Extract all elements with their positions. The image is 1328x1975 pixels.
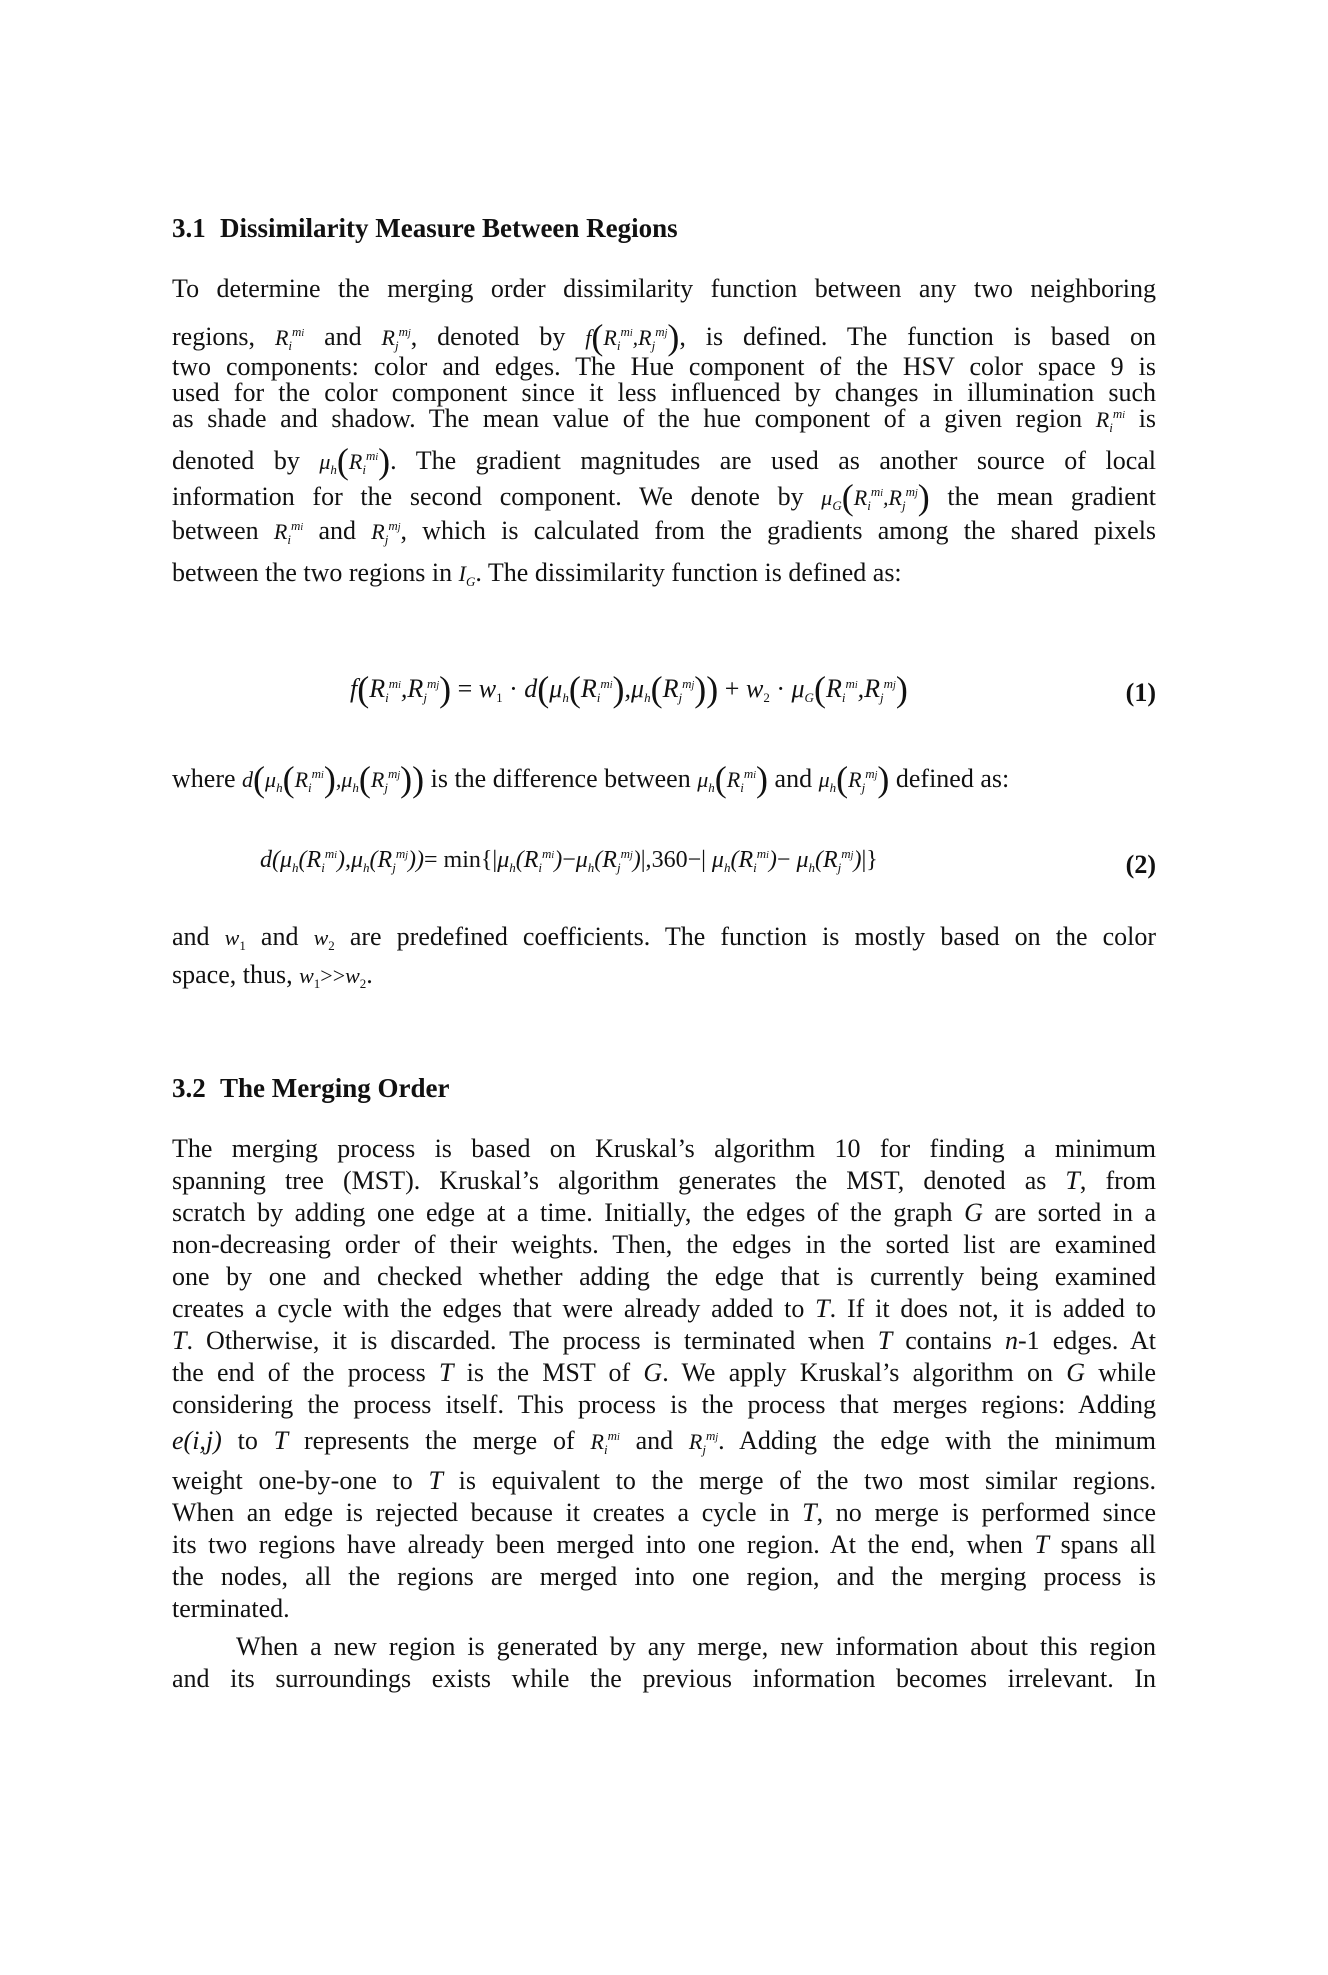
text-line [172, 1326, 1156, 1358]
text-run: denoted by [172, 446, 300, 475]
text-line: two components: color and edges. The Hue component of the HSV color space 9 is [172, 352, 1156, 381]
text-line [172, 1498, 1156, 1530]
difference-symbol: $d(\mu_h(R_i^{mi}),\mu_h(R_j^{mj}))$ [242, 759, 425, 799]
region-symbol: $R_j^{mj}$ [371, 518, 401, 547]
math-symbol: T [438, 1358, 454, 1387]
text-run: as shade and shadow. The mean value of the hue component of a given region [172, 404, 1083, 433]
text-run: . The dissimilarity function is defined as: [475, 558, 902, 587]
constant-360: 360 [651, 847, 688, 873]
text-run: , is defined. The function is based on [679, 322, 1157, 351]
text-run: . Otherwise, it is discarded. The process is terminated when [186, 1326, 865, 1355]
text-run: the mean gradient [947, 482, 1157, 511]
text-run: and [774, 764, 813, 793]
text-run: regions, [172, 322, 256, 351]
math-symbol: T [428, 1466, 443, 1495]
section-title: The Merging Order [220, 1073, 450, 1103]
text-line [172, 404, 1156, 436]
math-symbol: T [1065, 1166, 1080, 1195]
equation-2-body: $d(\mu_h(R_i^{mi}),\mu_h(R_j^{mj}))= \min\{|\mu_h(R_i^{mi})-\mu_h(R_j^{mj})|,360-|$ $\mu_h(R_i^{mi})- \mu_h(R_j^{mj})|$} [260, 846, 878, 875]
text-line [172, 476, 1157, 517]
paragraph-new-region [172, 1632, 1156, 1696]
section-heading-3-2 [172, 1072, 1156, 1104]
text-run: between [172, 516, 259, 545]
text-line [172, 1358, 1156, 1390]
section-title: Dissimilarity Measure Between Regions [220, 213, 678, 243]
text-run: creates a cycle with the edges that were already added to [172, 1294, 805, 1323]
text-line: The merging process is based on Kruskal’s algorithm 10 for finding a minimum [172, 1134, 1156, 1163]
text-run: spans all [1060, 1530, 1157, 1559]
inequality-expression: $w_1>>w_2$ [299, 963, 367, 991]
text-line [172, 440, 1156, 481]
where-line [172, 758, 1156, 799]
region-symbol: $R_i^{mi}$ [590, 1428, 620, 1457]
section-number: 3.1 [172, 213, 206, 243]
text-run: are predefined coefficients. The function is mostly based on the color [349, 922, 1157, 951]
text-run: . If it does not, it is added to [829, 1294, 1156, 1323]
region-symbol: $R_i^{mi}$ [1095, 406, 1126, 435]
text-run: , no merge is performed since [816, 1498, 1156, 1527]
text-line [172, 922, 1156, 954]
text-line: one by one and checked whether adding the edge that is currently being examined [172, 1262, 1156, 1291]
text-run: and [324, 322, 362, 351]
text-run: is the MST of [466, 1358, 631, 1387]
region-symbol: $R_j^{mj}$ [381, 324, 411, 353]
text-run: and [172, 922, 210, 951]
text-run: to [237, 1426, 258, 1455]
hue-mean-symbol: $\mu_h(R_i^{mi})$ [319, 441, 391, 481]
math-symbol: T [1034, 1530, 1049, 1559]
text-run: is the difference between [430, 764, 691, 793]
math-symbol: G [1066, 1358, 1085, 1387]
hue-mean-symbol: $\mu_h(R_j^{mj})$ [818, 759, 890, 799]
gradient-mean-symbol: $\mu_G(R_i^{mi},R_j^{mj})$ [821, 477, 930, 517]
math-symbol: e(i,j) [172, 1426, 222, 1455]
text-run: . The gradient magnitudes are used as another source of local [390, 446, 1156, 475]
text-line [172, 1466, 1156, 1498]
text-line: To determine the merging order dissimilarity function between any two neighboring [172, 274, 1156, 303]
math-symbol: T [273, 1426, 289, 1455]
text-run: between the two regions in [172, 558, 453, 587]
text-run: information for the second component. We denote by [172, 482, 804, 511]
math-symbol: T [877, 1326, 893, 1355]
text-run: defined as: [895, 764, 1010, 793]
text-run: and [260, 922, 299, 951]
text-run: where [172, 764, 236, 793]
text-line [172, 516, 1156, 548]
equation-1 [172, 668, 1156, 728]
text-line: non-decreasing order of their weights. Then, the edges in the sorted list are examined [172, 1230, 1156, 1259]
math-symbol: G [643, 1358, 663, 1387]
function-symbol: $f(R_i^{mi},R_j^{mj})$ [585, 317, 680, 357]
text-line: considering the process itself. This process is the process that merges regions: Adding [172, 1390, 1156, 1419]
text-line: the nodes, all the regions are merged into one region, and the merging process is [172, 1562, 1156, 1591]
region-symbol: $R_j^{mj}$ [688, 1428, 719, 1457]
text-line [172, 960, 1156, 992]
text-line: terminated. [172, 1594, 290, 1623]
text-line [172, 758, 1156, 799]
text-line: When a new region is generated by any merge, new information about this region [236, 1632, 1156, 1661]
text-run: scratch by adding one edge at a time. Initially, the edges of the graph [172, 1198, 953, 1227]
coefficient-symbol: $w_2$ [313, 925, 335, 953]
math-symbol: T [802, 1498, 817, 1527]
text-run: , which is calculated from the gradients among the shared pixels [400, 516, 1157, 545]
text-run: is equivalent to the merge of the two most similar regions. [458, 1466, 1156, 1495]
text-line: used for the color component since it less influenced by changes in illumination such [172, 378, 1156, 407]
math-symbol: n [1004, 1326, 1018, 1355]
text-run: is [1138, 404, 1157, 433]
text-run: contains [905, 1326, 992, 1355]
text-run: , denoted by [410, 322, 566, 351]
text-run: and [318, 516, 356, 545]
text-run: and [635, 1426, 674, 1455]
text-line [172, 1426, 1156, 1458]
text-run: . We apply Kruskal’s algorithm on [662, 1358, 1053, 1387]
text-run: spanning tree (MST). Kruskal’s algorithm generates the MST, denoted as [172, 1166, 1047, 1195]
text-line [172, 316, 1157, 357]
paragraph-merging-process [172, 1134, 1156, 1626]
text-run: . Adding the edge with the minimum [718, 1426, 1157, 1455]
region-symbol: $R_i^{mi}$ [274, 324, 305, 353]
text-run: represents the merge of [303, 1426, 575, 1455]
text-run: space, thus, [172, 960, 293, 989]
section-number: 3.2 [172, 1073, 206, 1103]
text-run: When an edge is rejected because it creates a cycle in [172, 1498, 790, 1527]
math-symbol: T [172, 1326, 187, 1355]
text-line [172, 1198, 1156, 1230]
hue-mean-symbol: $\mu_h(R_i^{mi})$ [697, 759, 769, 799]
region-symbol: $R_i^{mi}$ [273, 518, 304, 547]
text-run: are sorted in a [994, 1198, 1157, 1227]
text-line [172, 1294, 1156, 1326]
equation-2 [172, 846, 1156, 906]
equation-1-body: $f(R_i^{mi},R_j^{mj}) = w_1 \cdot d(\mu_h(R_i^{mi}),\mu_h(R_j^{mj})) + w_2 \cdot \mu_G(R_i^{mi},R_j^{mj})$ [350, 669, 908, 709]
text-run: its two regions have already been merged into one region. At the end, when [172, 1530, 1023, 1559]
image-symbol: $I_G$ [458, 561, 476, 589]
paragraph-coefficients [172, 922, 1156, 992]
text-run: weight one-by-one to [172, 1466, 413, 1495]
section-heading-3-1 [172, 212, 1156, 244]
text-line [172, 1166, 1156, 1198]
text-line [172, 558, 1156, 590]
text-line: and its surroundings exists while the previous information becomes irrelevant. In [172, 1664, 1156, 1693]
math-symbol: G [964, 1198, 983, 1227]
min-operator: min [443, 847, 481, 873]
equation-number: (1) [1125, 678, 1156, 707]
text-run: -1 edges. At [1017, 1326, 1157, 1355]
text-run: while [1098, 1358, 1157, 1387]
equation-number: (2) [1125, 850, 1156, 879]
text-run: , from [1079, 1166, 1156, 1195]
text-run: . [366, 960, 373, 989]
paragraph-dissimilarity [172, 274, 1156, 590]
math-symbol: T [815, 1294, 830, 1323]
coefficient-symbol: $w_1$ [224, 925, 246, 953]
text-run: the end of the process [172, 1358, 426, 1387]
text-line [172, 1530, 1156, 1562]
